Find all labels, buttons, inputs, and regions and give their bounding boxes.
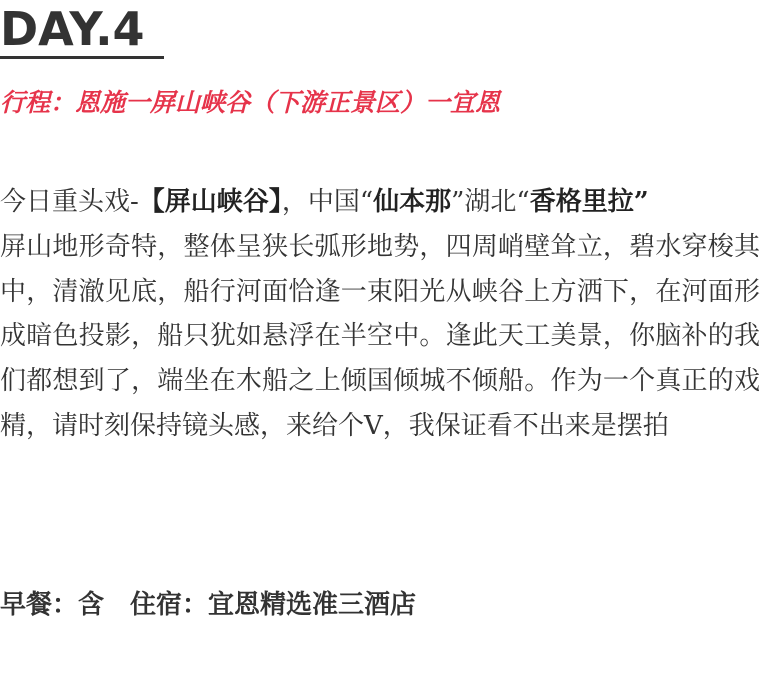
- meal-stay-line: [0, 585, 416, 625]
- description-paragraph: 屏山地形奇特，整体呈狭长弧形地势，四周峭壁耸立，碧水穿梭其中，清澈见底，船行河面恰逢一束阳光从峡谷上方洒下，在河面形成暗色投影，船只犹如悬浮在半空中。逢此天工美景，你脑补的我们都想到了，端坐在木船之上倾国倾城不倾船。作为一个真正的戏精，请时刻保持镜头感，来给个V，我保证看不出来是摆拍: [0, 231, 760, 441]
- intro-nickname-1: 仙本那: [373, 187, 452, 217]
- stay-info: 住宿：宜恩精选准三酒店: [130, 590, 417, 620]
- day-title: DAY.4: [0, 2, 145, 56]
- meal-info: 早餐：含: [0, 590, 105, 620]
- intro-spot: 【屏山峡谷】: [138, 187, 282, 217]
- intro-lead: 今日重头戏-: [0, 187, 139, 217]
- day-title-underline: [0, 56, 164, 59]
- intro-sep-1: ，中国“: [281, 187, 374, 217]
- intro-paragraph: [0, 180, 760, 225]
- itinerary-line: 行程：恩施一屏山峡谷（下游正景区）一宜恩: [0, 88, 501, 117]
- intro-nickname-2: 香格里拉”: [529, 187, 649, 217]
- intro-sep-2: ”湖北“: [451, 187, 530, 217]
- article-body: [0, 180, 760, 449]
